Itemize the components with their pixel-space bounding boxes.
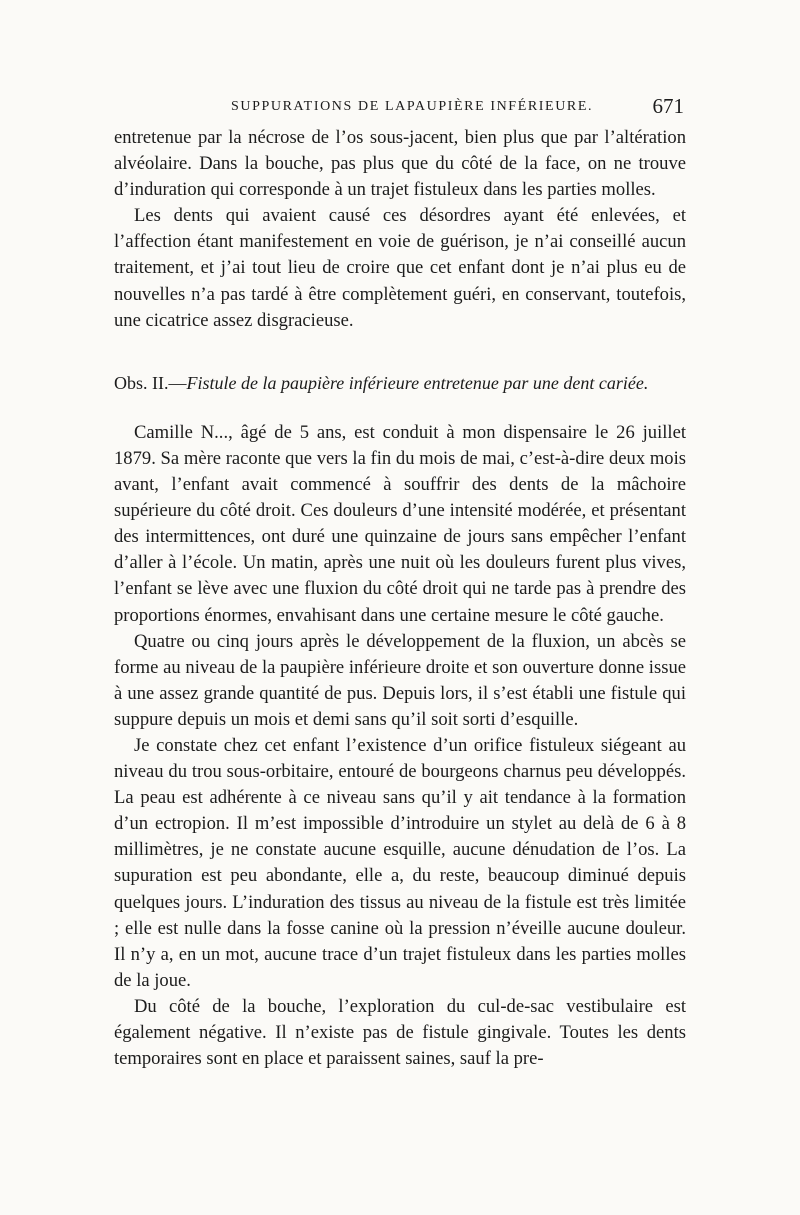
running-title: SUPPURATIONS DE LAPAUPIÈRE INFÉRIEURE. [231, 99, 594, 114]
body-text [114, 125, 686, 1072]
paragraph-3: Camille N..., âgé de 5 ans, est conduit à mon dispensaire le 26 juillet 1879. Sa mère raconte que vers la fin du mois de mai, c’est-à-dire deux mois avant, l’enfant avait commencé à souffrir des dents de la mâchoire supérieure du côté droit. Ces douleurs d’une intensité modérée, et présentant des intermittences, ont duré une quinzaine de jours sans empêcher l’enfant d’aller à l’école. Un matin, après une nuit où les douleurs furent plus vives, l’enfant se lève avec une fluxion du côté droit qui ne tarde pas à prendre des proportions énormes, envahisant dans une certaine mesure le côté gauche. [114, 421, 686, 626]
paragraph-1: entretenue par la nécrose de l’os sous-jacent, bien plus que par l’altération alvéolaire. Dans la bouche, pas plus que du côté de la face, on ne trouve d’induration qui corresponde à un trajet fistuleux dans les parties molles. [114, 127, 686, 201]
paragraph-4: Quatre ou cinq jours après le développement de la fluxion, un abcès se forme au niveau de la paupière inférieure droite et son ouverture donne issue à une assez grande quantité de pus. Depuis lors, il s’est établi une fistule qui suppure depuis un mois et demi sans qu’il soit sorti d’esquille. [114, 630, 686, 730]
paragraph-5: Je constate chez cet enfant l’existence d’un orifice fistuleux siégeant au niveau du trou sous-orbitaire, entouré de bourgeons charnus peu développés. La peau est adhérente à ce niveau sans qu’il y ait tendance à la formation d’un ectropion. Il m’est impossible d’introduire un stylet au delà de 6 à 8 millimètres, je ne constate aucune esquille, aucune dénudation de l’os. La supuration est peu abondante, elle a, du reste, beaucoup diminué depuis quelques jours. L’induration des tissus au niveau de la fistule est très limitée ; elle est nulle dans la fosse canine où la pression n’éveille aucune douleur. Il n’y a, en un mot, aucune trace d’un trajet fistuleux dans les parties molles de la joue. [114, 734, 686, 991]
observation-title: Fistule de la paupière inférieure entretenue par une dent cariée. [186, 372, 649, 393]
paragraph-2: Les dents qui avaient causé ces désordres ayant été enlevées, et l’affection étant manifestement en voie de guérison, je n’ai conseillé aucun traitement, et j’ai tout lieu de croire que cet enfant dont je n’ai plus eu de nouvelles n’a pas tardé à être complètement guéri, en conservant, toutefois, une cicatrice assez disgracieuse. [114, 205, 686, 331]
observation-heading [114, 370, 686, 396]
page-number: 671 [652, 94, 684, 118]
paragraph-6: Du côté de la bouche, l’exploration du cul-de-sac vestibulaire est également négative. Il n’existe pas de fistule gingivale. Toutes les dents temporaires sont en place et paraissent saines, sauf la pre- [114, 995, 686, 1070]
page-header [114, 94, 684, 123]
observation-label: Obs. II.— [114, 372, 187, 393]
